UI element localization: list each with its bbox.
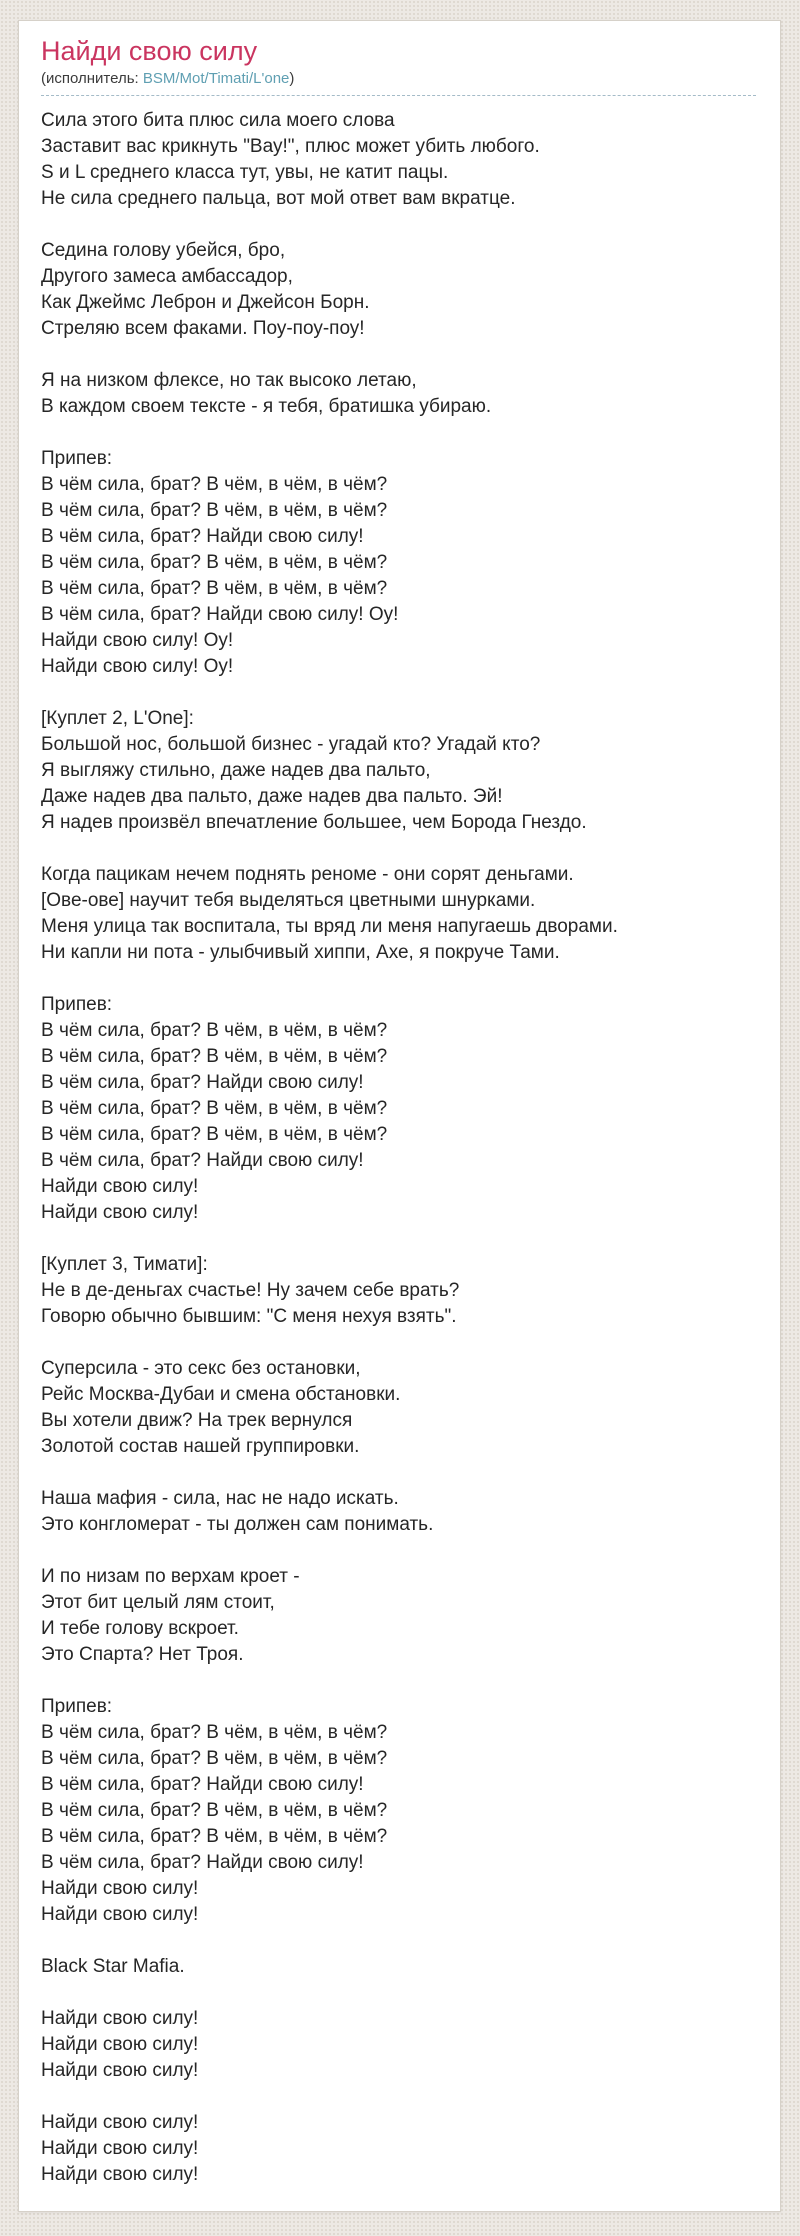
lyric-line: Не в де-деньгах счастье! Ну зачем себе врать? xyxy=(41,1280,460,1301)
lyric-blank-line xyxy=(41,342,756,368)
lyric-blank-line xyxy=(41,420,756,446)
lyric-blank-line xyxy=(41,2084,756,2110)
lyric-line: В каждом своем тексте - я тебя, братишка убираю. xyxy=(41,396,492,417)
lyric-line: В чём сила, брат? В чём, в чём, в чём? xyxy=(41,474,388,495)
lyric-line: Меня улица так воспитала, ты вряд ли меня напугаешь дворами. xyxy=(41,916,618,937)
lyrics-card xyxy=(18,20,781,2212)
lyric-line: Я надев произвёл впечатление большее, чем Борода Гнездо. xyxy=(41,812,587,833)
lyric-blank-line xyxy=(41,966,756,992)
lyric-line: В чём сила, брат? Найди свою силу! Оу! xyxy=(41,604,399,625)
lyric-line: В чём сила, брат? Найди свою силу! xyxy=(41,526,364,547)
lyric-line: Другого замеса амбассадор, xyxy=(41,266,293,287)
lyric-line: Это конгломерат - ты должен сам понимать. xyxy=(41,1514,434,1535)
lyric-line: Найди свою силу! xyxy=(41,2034,199,2055)
lyric-line: Этот бит целый лям стоит, xyxy=(41,1592,275,1613)
lyric-line: Вы хотели движ? На трек вернулся xyxy=(41,1410,353,1431)
lyric-line: Суперсила - это секс без остановки, xyxy=(41,1358,361,1379)
lyric-line: В чём сила, брат? В чём, в чём, в чём? xyxy=(41,1826,388,1847)
lyric-blank-line xyxy=(41,836,756,862)
lyric-line: Найди свою силу! Оу! xyxy=(41,656,234,677)
lyric-line: В чём сила, брат? В чём, в чём, в чём? xyxy=(41,1020,388,1041)
lyrics-text xyxy=(41,108,756,2188)
lyric-line: И по низам по верхам кроет - xyxy=(41,1566,300,1587)
lyric-line: Как Джеймс Леброн и Джейсон Борн. xyxy=(41,292,370,313)
lyric-line: Найди свою силу! xyxy=(41,2060,199,2081)
lyric-line: Найди свою силу! Оу! xyxy=(41,630,234,651)
lyric-blank-line xyxy=(41,212,756,238)
lyric-line: [Куплет 3, Тимати]: xyxy=(41,1254,208,1275)
lyric-line: В чём сила, брат? В чём, в чём, в чём? xyxy=(41,1046,388,1067)
lyric-line: В чём сила, брат? В чём, в чём, в чём? xyxy=(41,552,388,573)
lyric-line: В чём сила, брат? В чём, в чём, в чём? xyxy=(41,1800,388,1821)
performer-label: (исполнитель: xyxy=(41,70,143,87)
lyric-blank-line xyxy=(41,1928,756,1954)
lyric-line: Даже надев два пальто, даже надев два пальто. Эй! xyxy=(41,786,503,807)
lyric-line: Найди свою силу! xyxy=(41,2138,199,2159)
lyric-blank-line xyxy=(41,680,756,706)
lyric-line: В чём сила, брат? Найди свою силу! xyxy=(41,1150,364,1171)
lyric-line: Ни капли ни пота - улыбчивый хиппи, Ахе, я покруче Тами. xyxy=(41,942,560,963)
lyric-line: Black Star Mafia. xyxy=(41,1956,185,1977)
song-header xyxy=(41,34,756,96)
lyric-line: В чём сила, брат? В чём, в чём, в чём? xyxy=(41,1098,388,1119)
lyric-line: В чём сила, брат? Найди свою силу! xyxy=(41,1774,364,1795)
lyric-line: Когда пацикам нечем поднять реноме - они сорят деньгами. xyxy=(41,864,574,885)
lyric-line: В чём сила, брат? В чём, в чём, в чём? xyxy=(41,1722,388,1743)
lyric-line: Найди свою силу! xyxy=(41,1202,199,1223)
lyric-line: Найди свою силу! xyxy=(41,2164,199,2185)
lyric-blank-line xyxy=(41,1668,756,1694)
lyric-line: В чём сила, брат? В чём, в чём, в чём? xyxy=(41,1748,388,1769)
lyric-line: И тебе голову вскроет. xyxy=(41,1618,239,1639)
song-title: Найди свою силу xyxy=(41,36,258,66)
lyric-line: Седина голову убейся, бро, xyxy=(41,240,286,261)
lyric-line: Найди свою силу! xyxy=(41,1878,199,1899)
lyric-line: Припев: xyxy=(41,448,113,469)
lyric-line: Большой нос, большой бизнес - угадай кто? Угадай кто? xyxy=(41,734,541,755)
lyric-line: Я выгляжу стильно, даже надев два пальто, xyxy=(41,760,431,781)
lyric-line: Стреляю всем факами. Поу-поу-поу! xyxy=(41,318,365,339)
lyric-line: В чём сила, брат? В чём, в чём, в чём? xyxy=(41,500,388,521)
lyric-blank-line xyxy=(41,1460,756,1486)
lyric-blank-line xyxy=(41,1330,756,1356)
lyric-line: Найди свою силу! xyxy=(41,1904,199,1925)
lyric-line: S и L среднего класса тут, увы, не катит пацы. xyxy=(41,162,449,183)
lyric-line: Припев: xyxy=(41,1696,113,1717)
lyric-blank-line xyxy=(41,1980,756,2006)
lyric-line: Не сила среднего пальца, вот мой ответ вам вкратце. xyxy=(41,188,516,209)
performer-link[interactable]: BSM/Mot/Timati/L'one xyxy=(142,70,290,87)
lyric-line: [Куплет 2, L'One]: xyxy=(41,708,194,729)
lyric-line: Рейс Москва-Дубаи и смена обстановки. xyxy=(41,1384,401,1405)
lyric-line: Найди свою силу! xyxy=(41,1176,199,1197)
lyric-line: Это Спарта? Нет Троя. xyxy=(41,1644,244,1665)
lyric-line: Говорю обычно бывшим: "С меня нехуя взять". xyxy=(41,1306,457,1327)
lyric-line: Сила этого бита плюс сила моего слова xyxy=(41,110,395,131)
lyric-line: Золотой состав нашей группировки. xyxy=(41,1436,360,1457)
lyric-line: Припев: xyxy=(41,994,113,1015)
lyric-blank-line xyxy=(41,1226,756,1252)
lyric-line: В чём сила, брат? Найди свою силу! xyxy=(41,1852,364,1873)
lyric-line: Я на низком флексе, но так высоко летаю, xyxy=(41,370,417,391)
lyric-blank-line xyxy=(41,1538,756,1564)
lyric-line: Наша мафия - сила, нас не надо искать. xyxy=(41,1488,399,1509)
lyric-line: Найди свою силу! xyxy=(41,2008,199,2029)
lyric-line: Заставит вас крикнуть "Вау!", плюс может убить любого. xyxy=(41,136,540,157)
performer-line xyxy=(41,69,756,89)
lyric-line: В чём сила, брат? В чём, в чём, в чём? xyxy=(41,1124,388,1145)
lyric-line: В чём сила, брат? Найди свою силу! xyxy=(41,1072,364,1093)
lyric-line: Найди свою силу! xyxy=(41,2112,199,2133)
lyric-line: В чём сила, брат? В чём, в чём, в чём? xyxy=(41,578,388,599)
lyric-line: [Ове-ове] научит тебя выделяться цветными шнурками. xyxy=(41,890,536,911)
performer-suffix: ) xyxy=(289,70,295,87)
